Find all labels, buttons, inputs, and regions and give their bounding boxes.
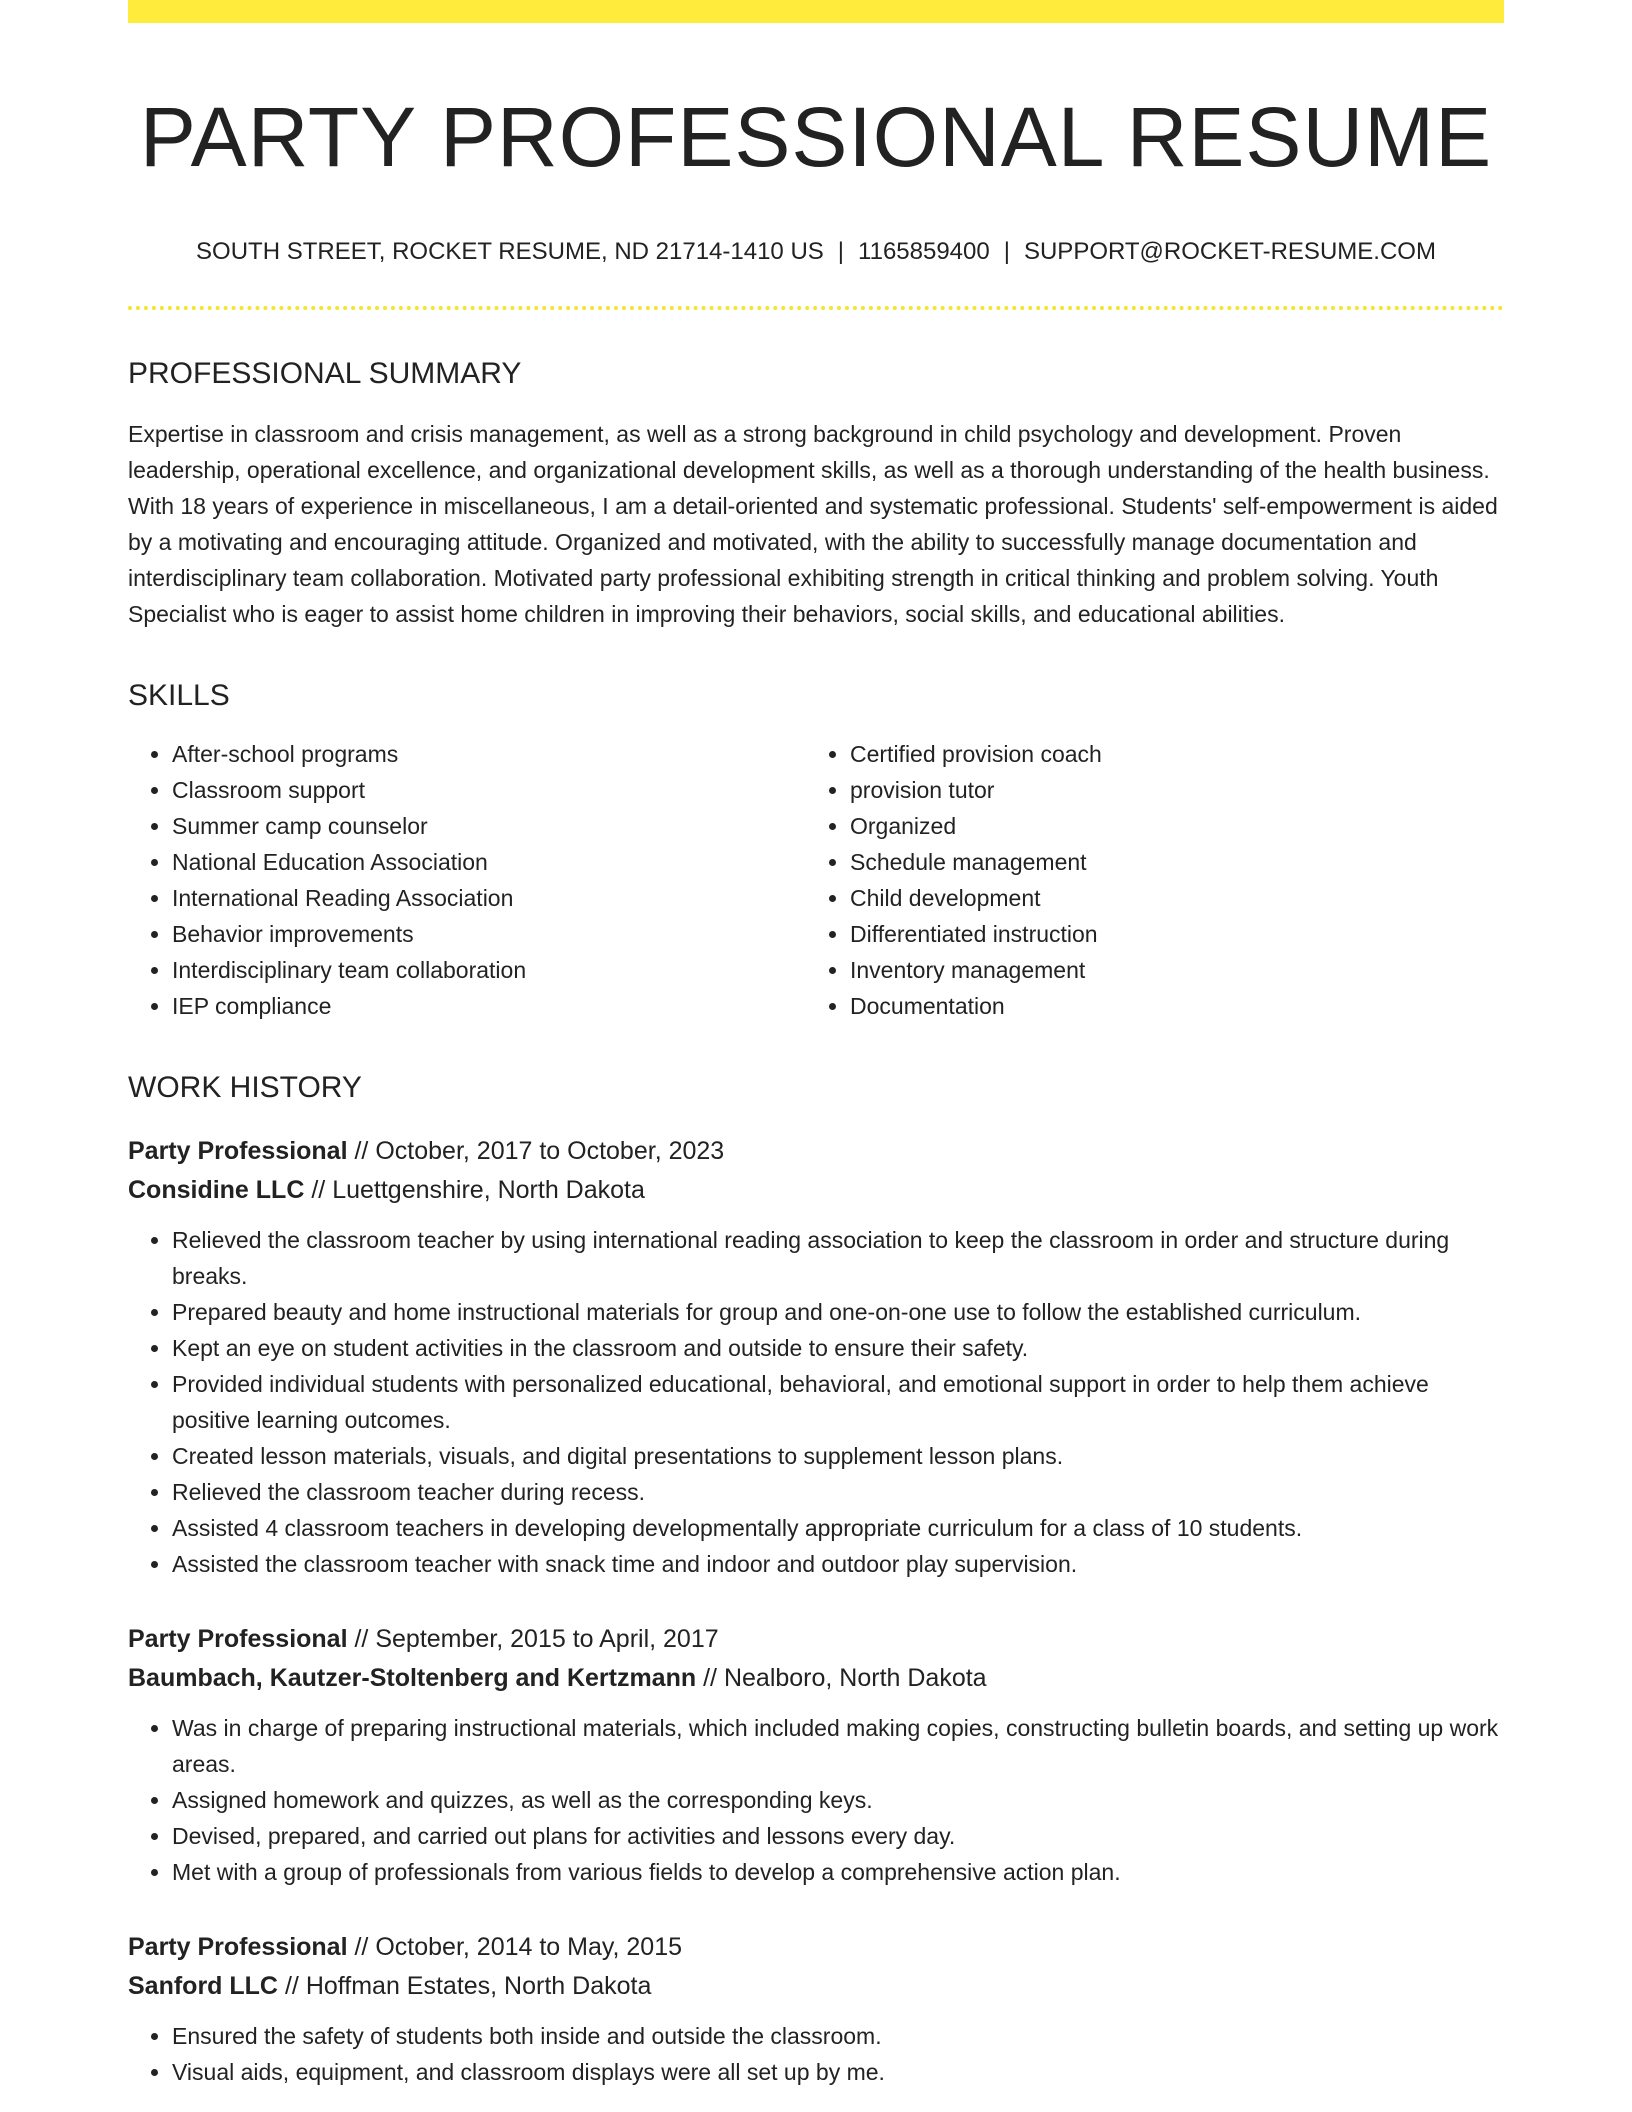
job-bullet: • Was in charge of preparing instructional materials, which included making copies, constructing bulletin boards, and setting up work areas. (172, 1710, 1504, 1782)
skills-grid (128, 736, 1504, 1024)
job-title-line (128, 1132, 1504, 1171)
skills-list-right (806, 736, 1484, 1024)
job-bullet: • Assisted 4 classroom teachers in developing developmentally appropriate curriculum for a class of 10 students. (172, 1510, 1504, 1546)
skill-item: • IEP compliance (172, 988, 806, 1024)
job-title-line (128, 1620, 1504, 1659)
accent-top-bar (128, 0, 1504, 23)
skill-item: • provision tutor (850, 772, 1484, 808)
skill-item: • Differentiated instruction (850, 916, 1484, 952)
job-company-line (128, 1171, 1504, 1210)
job-bullets (128, 2018, 1504, 2090)
job-separator: // (354, 1137, 369, 1166)
job-location: Luettgenshire, North Dakota (332, 1176, 645, 1205)
skill-item: • Organized (850, 808, 1484, 844)
job-bullets (128, 1222, 1504, 1582)
job-location: Nealboro, North Dakota (723, 1664, 987, 1693)
job-bullets (128, 1710, 1504, 1890)
job-entry (128, 1132, 1504, 1582)
job-bullet: • Devised, prepared, and carried out plans for activities and lessons every day. (172, 1818, 1504, 1854)
dotted-divider (128, 306, 1504, 310)
skill-item: • Behavior improvements (172, 916, 806, 952)
skill-item: • National Education Association (172, 844, 806, 880)
job-separator: // (354, 1933, 369, 1962)
job-title: Party Professional (128, 1933, 348, 1962)
job-title: Party Professional (128, 1625, 348, 1654)
job-separator: // (354, 1625, 369, 1654)
skill-item: • After-school programs (172, 736, 806, 772)
job-bullet: • Met with a group of professionals from various fields to develop a comprehensive action plan. (172, 1854, 1504, 1890)
job-separator: // (703, 1664, 717, 1693)
job-bullet: • Assigned homework and quizzes, as well as the corresponding keys. (172, 1782, 1504, 1818)
skills-list-left (128, 736, 806, 1024)
skills-heading: SKILLS (128, 679, 230, 713)
job-entry (128, 1928, 1504, 2090)
job-dates: September, 2015 to April, 2017 (375, 1625, 719, 1654)
job-bullet: • Relieved the classroom teacher during recess. (172, 1474, 1504, 1510)
job-company-line (128, 1659, 1504, 1698)
work-history-heading: WORK HISTORY (128, 1071, 362, 1105)
skill-item: • Classroom support (172, 772, 806, 808)
job-dates: October, 2017 to October, 2023 (375, 1137, 725, 1166)
skill-item: • Summer camp counselor (172, 808, 806, 844)
job-title-line (128, 1928, 1504, 1967)
job-company: Considine LLC (128, 1176, 305, 1205)
job-bullet: • Assisted the classroom teacher with snack time and indoor and outdoor play supervision. (172, 1546, 1504, 1582)
summary-text: Expertise in classroom and crisis management, as well as a strong background in child psychology and development. Proven leadership, operational excellence, and organizational development skills, as well as a thorough understanding of the health business. With 18 years of experience in miscellaneous, I am a detail-oriented and systematic professional. Students' self-empowerment is aided by a motivating and encouraging attitude. Organized and motivated, with the ability to successfully manage documentation and interdisciplinary team collaboration. Motivated party professional exhibiting strength in critical thinking and problem solving. Youth Specialist who is eager to assist home children in improving their behaviors, social skills, and educational abilities. (128, 421, 1498, 628)
resume-content (128, 0, 1504, 2090)
job-bullet: • Ensured the safety of students both inside and outside the classroom. (172, 2018, 1504, 2054)
skills-column-right (806, 736, 1484, 1024)
skill-item: • International Reading Association (172, 880, 806, 916)
contact-address: SOUTH STREET, ROCKET RESUME, ND 21714-1410 US (196, 237, 824, 265)
skill-item: • Inventory management (850, 952, 1484, 988)
job-bullet: • Created lesson materials, visuals, and digital presentations to supplement lesson plans. (172, 1438, 1504, 1474)
resume-title: PARTY PROFESSIONAL RESUME (139, 90, 1493, 184)
job-title: Party Professional (128, 1137, 348, 1166)
job-company: Baumbach, Kautzer-Stoltenberg and Kertzmann (128, 1664, 697, 1693)
skills-column-left (128, 736, 806, 1024)
contact-email: SUPPORT@ROCKET-RESUME.COM (1023, 237, 1436, 265)
job-bullet: • Provided individual students with personalized educational, behavioral, and emotional support in order to help them achieve positive learning outcomes. (172, 1366, 1504, 1438)
job-separator: // (284, 1972, 299, 2001)
skill-item: • Documentation (850, 988, 1484, 1024)
skill-item: • Schedule management (850, 844, 1484, 880)
job-company: Sanford LLC (128, 1972, 278, 2001)
summary-heading: PROFESSIONAL SUMMARY (128, 357, 522, 391)
contact-separator: | (837, 237, 845, 265)
job-bullet: • Visual aids, equipment, and classroom displays were all set up by me. (172, 2054, 1504, 2090)
job-dates: October, 2014 to May, 2015 (375, 1933, 683, 1962)
contact-phone: 1165859400 (858, 237, 990, 265)
job-bullet: • Relieved the classroom teacher by using international reading association to keep the classroom in order and structure during breaks. (172, 1222, 1504, 1294)
job-entry (128, 1620, 1504, 1890)
job-separator: // (311, 1176, 326, 1205)
contact-separator: | (1003, 237, 1010, 265)
job-location: Hoffman Estates, North Dakota (305, 1972, 652, 2001)
skill-item: • Certified provision coach (850, 736, 1484, 772)
skill-item: • Interdisciplinary team collaboration (172, 952, 806, 988)
job-bullet: • Prepared beauty and home instructional materials for group and one-on-one use to follow the established curriculum. (172, 1294, 1504, 1330)
job-bullet: • Kept an eye on student activities in the classroom and outside to ensure their safety. (172, 1330, 1504, 1366)
skill-item: • Child development (850, 880, 1484, 916)
job-company-line (128, 1967, 1504, 2006)
contact-line (128, 238, 1504, 267)
